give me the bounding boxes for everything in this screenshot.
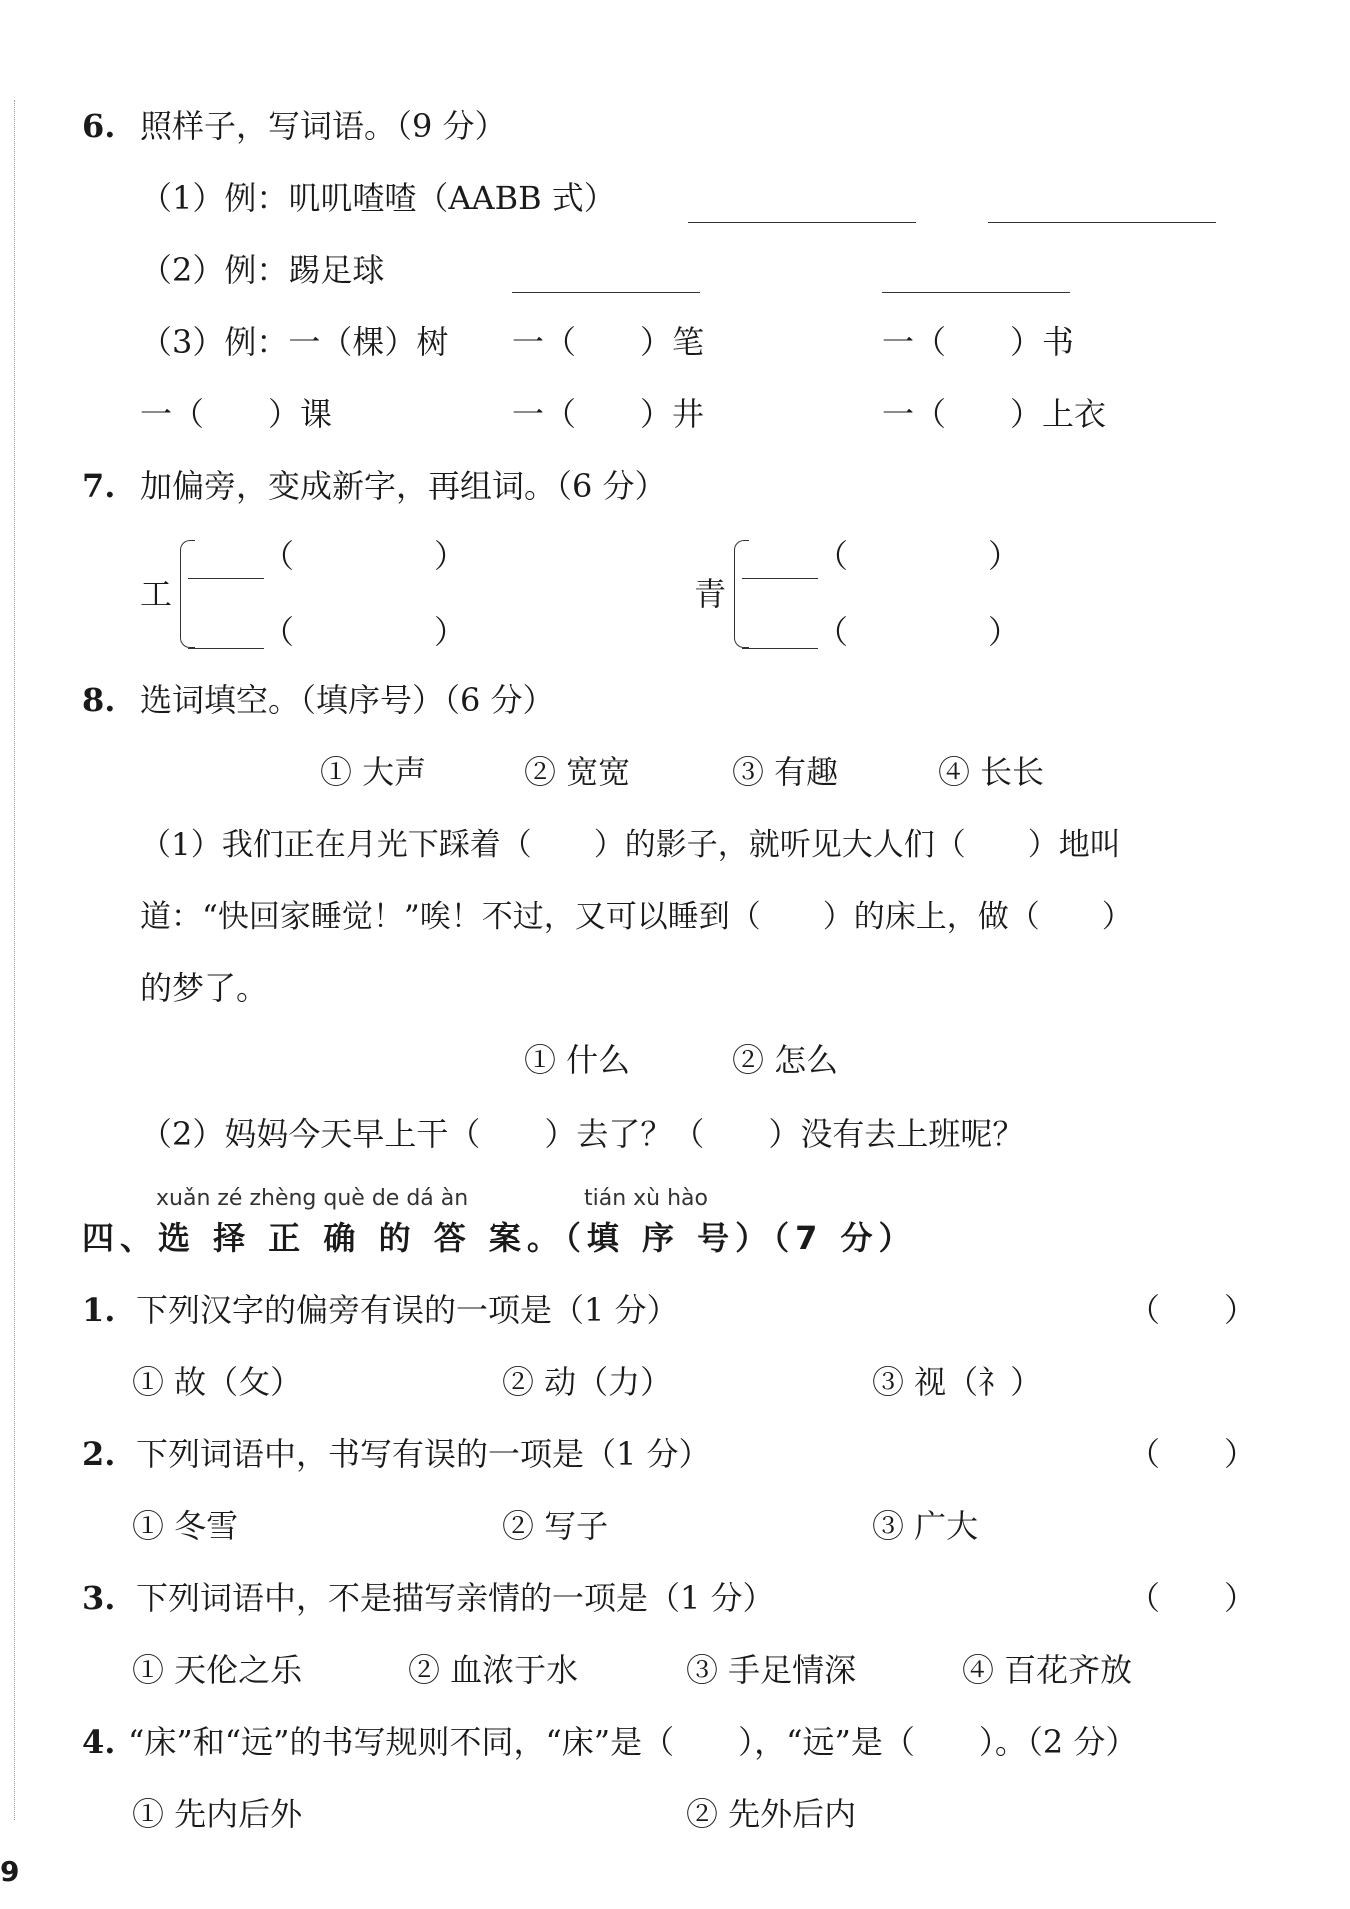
mc3-opt4: ④ 百花齐放 [962,1651,1133,1689]
mc3-opt2: ② 血浓于水 [408,1651,579,1689]
q8-p2-line1: （2）妈妈今天早上干（ ）去了？（ ）没有去上班呢？ [140,1115,1025,1153]
q7-paren-close-1a: ） [434,537,467,575]
section4-pinyin-a: xuǎn zé zhèng què de dá àn [156,1186,469,1211]
q6-sub3: （3）例：一（棵）树 [140,323,449,361]
page-number: 9 [0,1855,20,1888]
mc2-answer[interactable]: （ ） [1128,1435,1257,1473]
q6-sub3-a: 一（ ）笔 [512,323,705,361]
q8-opt1-2: ② 宽宽 [524,753,631,791]
mc1-text: 下列汉字的偏旁有误的一项是（1 分） [136,1291,679,1329]
q7-blank-2b[interactable] [742,648,818,649]
q7-paren-open-2a: （ [816,537,849,575]
mc3-opt1: ① 天伦之乐 [132,1651,303,1689]
mc4-number: 4. [82,1723,116,1761]
q7-paren-close-2b: ） [988,613,1021,651]
mc4-opt1: ① 先内后外 [132,1795,303,1833]
mc2-opt1: ① 冬雪 [132,1507,239,1545]
section4-title: 四、选 择 正 确 的 答 案。（填 序 号）（7 分） [82,1219,917,1257]
q7-number: 7. [82,467,116,505]
q8-p1-line3: 的梦了。 [140,969,269,1007]
q7-paren-close-2a: ） [988,537,1021,575]
q8-title: 选词填空。（填序号）（6 分） [140,681,555,719]
q6-row2-a: 一（ ）课 [140,395,333,433]
q8-opt2-2: ② 怎么 [732,1041,839,1079]
mc1-number: 1. [82,1291,116,1329]
q7-paren-close-1b: ） [434,613,467,651]
q8-opt1-3: ③ 有趣 [732,753,839,791]
q6-row2-b: 一（ ）井 [512,395,705,433]
q6-sub1: （1）例：叽叽喳喳（AABB 式） [140,179,616,217]
q6-title: 照样子，写词语。（9 分） [140,107,507,145]
q7-paren-open-2b: （ [816,613,849,651]
mc3-opt3: ③ 手足情深 [686,1651,857,1689]
mc3-number: 3. [82,1579,116,1617]
q8-p1-line1: （1）我们正在月光下踩着（ ）的影子，就听见大人们（ ）地叫 [140,827,1121,863]
q6-sub2-blank-b[interactable] [882,292,1070,293]
mc4-opt2: ② 先外后内 [686,1795,857,1833]
mc2-text: 下列词语中，书写有误的一项是（1 分） [136,1435,711,1473]
mc3-text: 下列词语中，不是描写亲情的一项是（1 分） [136,1579,775,1617]
q8-opt1-1: ① 大声 [320,753,427,791]
mc1-opt1: ① 故（攵） [132,1363,303,1401]
mc1-opt3: ③ 视（礻） [872,1363,1043,1401]
mc2-opt3: ③ 广大 [872,1507,979,1545]
q7-blank-1b[interactable] [188,648,264,649]
mc2-opt2: ② 写子 [502,1507,609,1545]
mc4-text: “床”和“远”的书写规则不同，“床”是（ ），“远”是（ ）。（2 分） [128,1723,1138,1761]
mc1-opt2: ② 动（力） [502,1363,673,1401]
q8-p1-line2: 道：“快回家睡觉！”唉！不过，又可以睡到（ ）的床上，做（ ） [140,899,1133,935]
q7-paren-open-1b: （ [262,613,295,651]
q7-blank-2a[interactable] [742,578,818,579]
q7-brace-2 [734,540,749,648]
q7-title: 加偏旁，变成新字，再组词。（6 分） [140,467,667,505]
q7-char-gong: 工 [140,575,173,613]
q6-sub1-blank-a[interactable] [688,222,916,223]
q6-sub2-blank-a[interactable] [512,292,700,293]
q7-char-qing: 青 [694,575,727,613]
margin-line [14,100,15,1820]
q7-brace-1 [180,540,195,648]
mc1-answer[interactable]: （ ） [1128,1291,1257,1329]
q6-number: 6. [82,107,116,145]
q6-sub3-b: 一（ ）书 [882,323,1075,361]
mc3-answer[interactable]: （ ） [1128,1579,1257,1617]
q6-row2-c: 一（ ）上衣 [882,395,1107,433]
q6-sub2: （2）例：踢足球 [140,251,385,289]
q7-blank-1a[interactable] [188,578,264,579]
q7-paren-open-1a: （ [262,537,295,575]
q6-sub1-blank-b[interactable] [988,222,1216,223]
section4-pinyin-b: tián xù hào [584,1186,708,1211]
q8-opt2-1: ① 什么 [524,1041,631,1079]
mc2-number: 2. [82,1435,116,1473]
q8-number: 8. [82,681,116,719]
q8-opt1-4: ④ 长长 [938,753,1045,791]
